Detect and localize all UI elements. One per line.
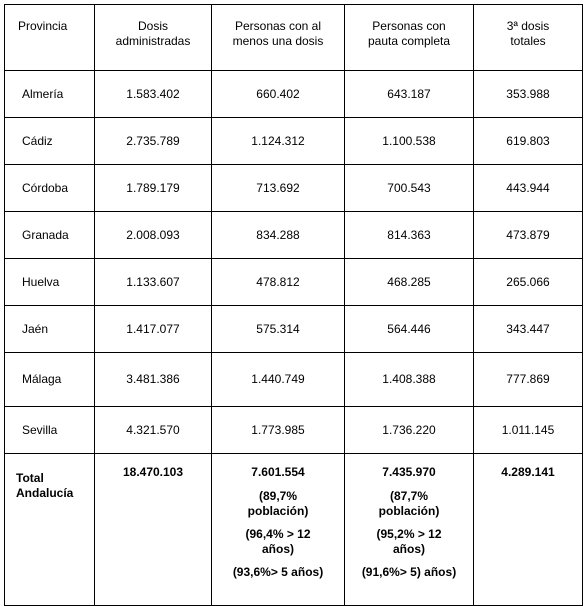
total-tercera: 4.289.141 [474, 454, 583, 606]
table-row [5, 306, 583, 353]
cell-pauta: 700.543 [345, 165, 474, 212]
header-provincia [5, 5, 95, 71]
cell-tercera: 265.066 [474, 259, 583, 306]
total-label-line2: Andalucía [16, 486, 74, 500]
header-pauta-line2: pauta completa [367, 34, 451, 48]
cell-tercera: 777.869 [474, 353, 583, 407]
cell-pauta: 1.408.388 [345, 353, 474, 407]
total-pauta-5: (91,6%> 5) años) [361, 565, 457, 579]
cell-una-dosis: 834.288 [212, 212, 345, 259]
total-pauta-12-line2: años) [392, 542, 425, 556]
header-una-dosis [212, 5, 345, 71]
total-una-dosis [212, 454, 345, 606]
table-row [5, 71, 583, 118]
cell-pauta: 468.285 [345, 259, 474, 306]
cell-provincia: Jaén [5, 306, 95, 353]
total-pauta-poblacion-line1: (87,7% [389, 489, 429, 503]
cell-provincia: Málaga [5, 353, 95, 407]
cell-dosis: 4.321.570 [95, 407, 212, 454]
cell-una-dosis: 478.812 [212, 259, 345, 306]
cell-una-dosis: 713.692 [212, 165, 345, 212]
header-tercera-line1: 3ª dosis [506, 19, 550, 33]
cell-provincia: Sevilla [5, 407, 95, 454]
cell-una-dosis: 660.402 [212, 71, 345, 118]
cell-pauta: 564.446 [345, 306, 474, 353]
cell-provincia: Huelva [5, 259, 95, 306]
cell-provincia: Cádiz [5, 118, 95, 165]
vaccination-table [4, 4, 583, 606]
table-row [5, 212, 583, 259]
table-row [5, 165, 583, 212]
total-pauta [345, 454, 474, 606]
cell-una-dosis: 1.440.749 [212, 353, 345, 407]
total-pauta-12-line1: (95,2% > 12 [376, 527, 442, 541]
header-tercera-line2: totales [510, 34, 546, 48]
total-label-line1: Total [16, 471, 44, 485]
total-row [5, 454, 583, 606]
cell-pauta: 814.363 [345, 212, 474, 259]
cell-tercera: 343.447 [474, 306, 583, 353]
cell-tercera: 443.944 [474, 165, 583, 212]
total-label [5, 454, 95, 606]
cell-dosis: 1.133.607 [95, 259, 212, 306]
header-row [5, 5, 583, 71]
total-una-dosis-value: 7.601.554 [251, 465, 305, 479]
total-una-dosis-poblacion-line1: (89,7% [258, 489, 298, 503]
total-una-dosis-12-line2: años) [261, 542, 294, 556]
cell-provincia: Granada [5, 212, 95, 259]
header-una-dosis-line1: Personas con al [234, 19, 322, 33]
table-row [5, 118, 583, 165]
cell-una-dosis: 575.314 [212, 306, 345, 353]
total-una-dosis-5: (93,6%> 5 años) [232, 565, 324, 579]
header-pauta [345, 5, 474, 71]
cell-dosis: 1.583.402 [95, 71, 212, 118]
total-dosis: 18.470.103 [95, 454, 212, 606]
header-dosis-line1: Dosis [137, 19, 168, 33]
header-dosis-line2: administradas [115, 34, 191, 48]
cell-pauta: 1.100.538 [345, 118, 474, 165]
cell-provincia: Almería [5, 71, 95, 118]
cell-dosis: 2.735.789 [95, 118, 212, 165]
header-una-dosis-line2: menos una dosis [232, 34, 324, 48]
cell-pauta: 643.187 [345, 71, 474, 118]
cell-dosis: 3.481.386 [95, 353, 212, 407]
table-row [5, 353, 583, 407]
table-row [5, 259, 583, 306]
total-una-dosis-12-line1: (96,4% > 12 [245, 527, 311, 541]
cell-dosis: 1.789.179 [95, 165, 212, 212]
total-una-dosis-poblacion-line2: población) [247, 504, 309, 518]
header-provincia-label: Provincia [18, 19, 68, 33]
cell-tercera: 473.879 [474, 212, 583, 259]
cell-tercera: 1.011.145 [474, 407, 583, 454]
cell-una-dosis: 1.124.312 [212, 118, 345, 165]
cell-provincia: Córdoba [5, 165, 95, 212]
cell-dosis: 2.008.093 [95, 212, 212, 259]
total-pauta-poblacion-line2: población) [378, 504, 440, 518]
cell-pauta: 1.736.220 [345, 407, 474, 454]
cell-dosis: 1.417.077 [95, 306, 212, 353]
cell-tercera: 353.988 [474, 71, 583, 118]
cell-tercera: 619.803 [474, 118, 583, 165]
cell-una-dosis: 1.773.985 [212, 407, 345, 454]
header-pauta-line1: Personas con [372, 19, 446, 33]
header-dosis [95, 5, 212, 71]
header-tercera [474, 5, 583, 71]
total-pauta-value: 7.435.970 [382, 465, 436, 479]
table-row [5, 407, 583, 454]
